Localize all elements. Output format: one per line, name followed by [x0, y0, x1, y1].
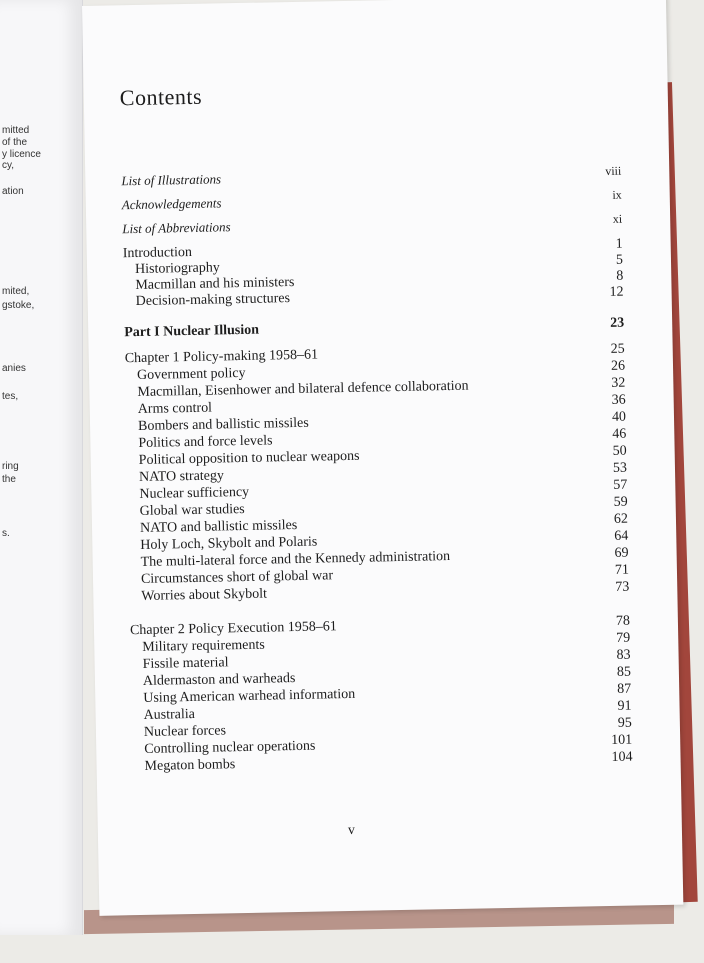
toc-entry-page: 25 [610, 341, 625, 357]
toc-entry-page: 36 [611, 392, 626, 408]
toc-entry [124, 316, 624, 344]
toc-entry-title: Using American warhead information [143, 686, 356, 706]
toc-entry-title: Nuclear sufficiency [139, 484, 250, 502]
toc-entry-page: 91 [617, 698, 632, 714]
toc-entry-title: The multi-lateral force and the Kennedy administration [140, 549, 451, 570]
toc-entry-title: Politics and force levels [138, 433, 273, 451]
toc-entry-title: Introduction [122, 244, 193, 262]
left-page-text-fragment: y licence [2, 149, 41, 160]
toc-entry-page: 1 [615, 236, 623, 252]
toc-entry-title: Bombers and ballistic missiles [137, 415, 309, 434]
toc-entry-page: 40 [611, 409, 627, 425]
left-page-text-fragment: anies [2, 363, 26, 374]
toc-entry-title: Australia [143, 706, 196, 723]
toc-entry-title: Government policy [136, 365, 246, 384]
facing-page-left [0, 0, 83, 935]
toc-entry-page: 71 [614, 562, 630, 578]
toc-entry-title: NATO strategy [138, 468, 225, 485]
toc-entry-title: Arms control [137, 400, 213, 418]
toc-entry-page: ix [612, 187, 622, 202]
toc-entry-page: 12 [609, 284, 624, 300]
toc-entry-page: 83 [616, 647, 631, 663]
toc-entry-page: 78 [615, 613, 631, 629]
left-page-text-fragment: tes, [2, 391, 19, 402]
page-title: Contents [119, 83, 203, 111]
left-page-text-fragment: the [2, 474, 16, 485]
toc-entry-title: Global war studies [139, 501, 245, 519]
left-page-text-fragment: gstoke, [2, 300, 35, 311]
toc-entry-title: Political opposition to nuclear weapons [138, 448, 360, 468]
toc-entry-page: 79 [616, 630, 631, 646]
toc-entry-page: viii [605, 163, 622, 178]
toc-entry-page: 57 [613, 477, 628, 493]
left-page-text-fragment: mitted [2, 125, 30, 136]
left-page-text-fragment: cy, [2, 160, 15, 171]
toc-entry-title: Acknowledgements [121, 195, 222, 213]
left-page-text-fragment: ring [2, 461, 19, 472]
toc-entry-title: Macmillan and his ministers [135, 274, 295, 294]
toc-entry-title: Circumstances short of global war [140, 568, 334, 587]
toc-entry-page: 53 [612, 460, 628, 476]
contents-page [82, 0, 683, 916]
toc-entry-page: 46 [612, 426, 627, 442]
toc-entry-title: Controlling nuclear operations [144, 738, 316, 757]
toc-entry-page: 69 [614, 545, 629, 561]
toc-entry-title: Chapter 2 Policy Execution 1958–61 [129, 619, 337, 639]
toc-entry-page: 64 [614, 528, 629, 544]
left-page-text-fragment: ation [2, 186, 24, 197]
toc-entry [121, 164, 621, 192]
toc-entry-title: Holy Loch, Skybolt and Polaris [140, 534, 318, 553]
toc-entry-page: 50 [612, 443, 627, 459]
toc-entry-title: Macmillan, Eisenhower and bilateral defence collaboration [137, 378, 469, 401]
toc-entry [122, 212, 622, 240]
toc-entry-title: List of Illustrations [121, 171, 222, 189]
toc-entry-title: Worries about Skybolt [141, 586, 268, 604]
toc-entry-page: 85 [616, 664, 632, 680]
toc-entry-page: 73 [615, 579, 630, 595]
toc-entry-page: 104 [611, 749, 633, 765]
left-page-text-fragment: of the [2, 137, 28, 148]
left-page-text-fragment: s. [2, 528, 10, 539]
toc-entry-page: 32 [611, 375, 626, 391]
toc-entry-page: 87 [617, 681, 632, 697]
toc-entry-title: Fissile material [142, 655, 229, 672]
toc-entry-title: Nuclear forces [143, 723, 227, 740]
toc-entry-page: 62 [613, 511, 629, 527]
toc-entry-page: 8 [616, 268, 624, 284]
toc-entry-title: Historiography [134, 260, 220, 278]
toc-entry-title: NATO and ballistic missiles [139, 517, 298, 536]
toc-entry-page: xi [612, 211, 623, 226]
toc-entry-title: Chapter 1 Policy-making 1958–61 [124, 347, 319, 367]
toc-entry-title: Decision-making structures [135, 291, 291, 310]
toc-entry-page: 59 [613, 494, 628, 510]
toc-entry-page: 23 [610, 315, 625, 331]
toc-entry-title: List of Abbreviations [122, 219, 231, 237]
toc-entry-page: 5 [615, 252, 624, 268]
page-number: v [347, 822, 356, 839]
toc-entry-title: Aldermaston and warheads [142, 671, 296, 689]
toc-entry [122, 188, 622, 216]
toc-entry-page: 26 [610, 358, 626, 374]
toc-entry-title: Military requirements [142, 637, 265, 655]
toc-entry-title: Megaton bombs [144, 757, 236, 774]
toc-entry-page: 95 [617, 715, 633, 731]
toc-entry-page: 101 [611, 732, 633, 748]
toc-entry-title: Part I Nuclear Illusion [124, 322, 260, 341]
left-page-text-fragment: mited, [2, 286, 30, 297]
